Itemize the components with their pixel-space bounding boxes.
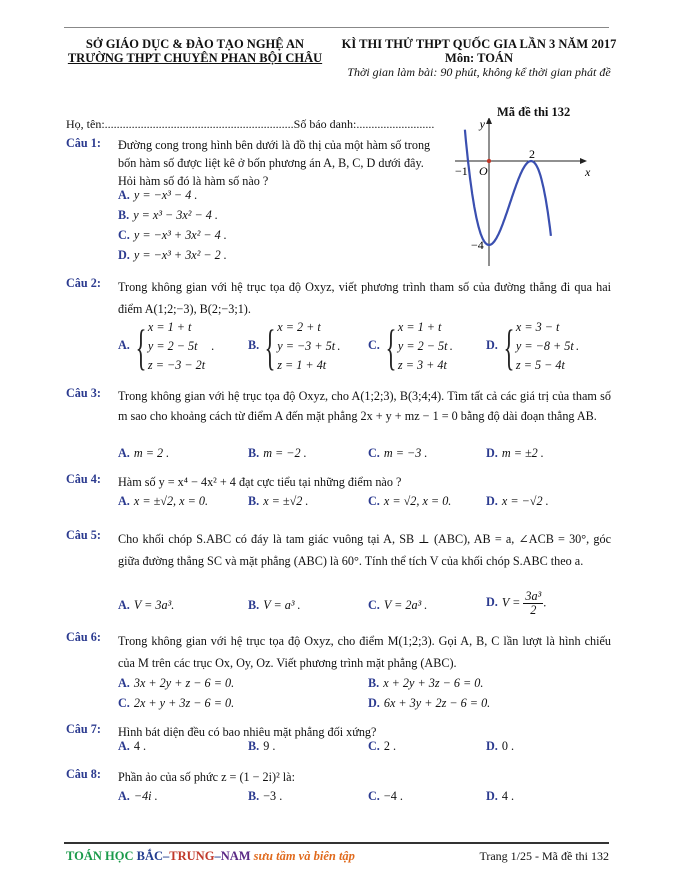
option-a[interactable]: A. { x = 1 + t y = 2 − 5t z = −3 − 2t . [118, 318, 215, 375]
header-right [334, 37, 624, 79]
tick-label-neg4: −4 [471, 238, 484, 252]
option-a[interactable]: A. 3x + 2y + z − 6 = 0. [118, 676, 235, 690]
exam-code: Mã đề thi 132 [497, 105, 571, 119]
option-c[interactable]: C. V = 2a³ . [368, 598, 428, 612]
option-d[interactable]: D. V = $\frac{\text{3a³}}{2}$ . [486, 589, 547, 617]
question-5 [66, 528, 611, 618]
y-axis-label: y [479, 118, 485, 131]
exam-title: KÌ THI THỬ THPT QUỐC GIA LẦN 3 NĂM 2017 [341, 37, 617, 51]
question-label: Câu 2: [66, 276, 101, 290]
option-d[interactable]: D. 0 . [486, 739, 515, 753]
option-c[interactable]: C. m = −3 . [368, 446, 428, 460]
option-b[interactable]: B. x = ±√2 . [248, 494, 309, 508]
question-text: Trong không gian với hệ trục tọa độ Oxyz, viết phương trình tham số của đường thẳng đi qua hai điểm A(1;2;−3), B(2;−3;1). [118, 280, 611, 316]
option-c[interactable]: C. 2x + y + 3z − 6 = 0. [118, 696, 235, 710]
question-label: Câu 3: [66, 386, 101, 400]
option-d[interactable]: D. y = −x³ + 3x² − 2 . [118, 248, 227, 262]
option-c[interactable]: C. 2 . [368, 739, 397, 753]
option-d[interactable]: D. 4 . [486, 789, 515, 803]
question-2 [66, 276, 611, 375]
option-b[interactable]: B. V = a³ . [248, 598, 301, 612]
option-d[interactable]: D. { x = 3 − t y = −8 + 5t z = 5 − 4t . [486, 318, 579, 375]
option-d[interactable]: D. 6x + 3y + 2z − 6 = 0. [368, 696, 491, 710]
option-b[interactable]: B. 9 . [248, 739, 276, 753]
question-text: Cho khối chóp S.ABC có đáy là tam giác vuông tại A, SB ⊥ (ABC), AB = a, ∠ACB = 30°, góc giữa đường thẳng SC và mặt phẳng (ABC) là 60°. Tính thể tích V của khối chóp S.ABC theo a. [118, 532, 611, 568]
candidate-info-line: Họ, tên:...............................................................Số báo danh:.......................... [66, 117, 435, 131]
option-c[interactable]: C. { x = 1 + t y = 2 − 5t z = 3 + 4t . [368, 318, 453, 375]
tick-label-2: 2 [529, 147, 535, 161]
school-name: TRƯỜNG THPT CHUYÊN PHAN BỘI CHÂU [67, 51, 323, 65]
question-text: Phần ảo của số phức z = (1 − 2i)² là: [118, 770, 295, 784]
question-text: Đường cong trong hình bên dưới là đồ thị của một hàm số trong bốn hàm số được liệt kê ở bốn phương án A, B, C, D dưới đây. Hỏi hàm số đó là hàm số nào ? [118, 138, 431, 188]
department-name: SỞ GIÁO DỤC & ĐÀO TẠO NGHỆ AN [85, 37, 305, 51]
option-b[interactable]: B. y = x³ − 3x² − 4 . [118, 208, 218, 222]
option-c[interactable]: C. x = √2, x = 0. [368, 494, 452, 508]
footer-rule [64, 842, 609, 844]
origin-label: O [479, 164, 488, 178]
question-1 [66, 136, 611, 266]
option-a[interactable]: A. −4i . [118, 789, 158, 803]
question-4 [66, 472, 611, 517]
question-6 [66, 630, 611, 715]
question-label: Câu 6: [66, 630, 101, 644]
question-3 [66, 386, 611, 466]
option-a[interactable]: A. 4 . [118, 739, 147, 753]
option-d[interactable]: D. x = −√2 . [486, 494, 549, 508]
page-info: Trang 1/25 - Mã đề thi 132 [479, 849, 609, 863]
question-text: Hàm số y = x⁴ − 4x² + 4 đạt cực tiểu tại những điểm nào ? [118, 475, 402, 489]
tick-label-neg1: −1 [455, 164, 468, 178]
top-rule [64, 27, 609, 28]
footer-brand: TOÁN HỌC BẮC–TRUNG–NAM sưu tầm và biên tập [66, 849, 355, 863]
question-label: Câu 5: [66, 528, 101, 542]
x-axis-label: x [585, 165, 591, 179]
option-d[interactable]: D. m = ±2 . [486, 446, 544, 460]
option-a[interactable]: A. V = 3a³. [118, 598, 175, 612]
option-a[interactable]: A. m = 2 . [118, 446, 170, 460]
question-label: Câu 4: [66, 472, 101, 486]
question-text: Trong không gian với hệ trục tọa độ Oxyz, cho điểm M(1;2;3). Gọi A, B, C lần lượt là hình chiếu của M trên các trục Ox, Oy, Oz. Viết phương trình mặt phẳng (ABC). [118, 634, 611, 670]
time-info: Thời gian làm bài: 90 phút, không kể thời gian phát đề [347, 65, 611, 79]
option-c[interactable]: C. y = −x³ + 3x² − 4 . [118, 228, 227, 242]
option-b[interactable]: B. { x = 2 + t y = −3 + 5t z = 1 + 4t . [248, 318, 341, 375]
option-b[interactable]: B. m = −2 . [248, 446, 307, 460]
option-b[interactable]: B. x + 2y + 3z − 6 = 0. [368, 676, 484, 690]
question-8 [66, 767, 611, 812]
subject: Môn: TOÁN [445, 51, 513, 65]
option-c[interactable]: C. −4 . [368, 789, 403, 803]
question-text: Trong không gian với hệ trục tọa độ Oxyz, cho A(1;2;3), B(3;4;4). Tìm tất cả các giá trị của tham số m sao cho khoảng cách từ điểm A đến mặt phẳng 2x + y + mz − 1 = 0 bằng độ dài đoạn thẳng AB. [118, 389, 611, 423]
option-b[interactable]: B. −3 . [248, 789, 283, 803]
question-label: Câu 1: [66, 136, 101, 150]
question-7 [66, 722, 611, 762]
question-text: Hình bát diện đều có bao nhiêu mặt phẳng đối xứng? [118, 725, 377, 739]
header-left [66, 37, 324, 65]
y-axis-arrow [486, 118, 492, 124]
question-label: Câu 7: [66, 722, 101, 736]
question-label: Câu 8: [66, 767, 101, 781]
option-a[interactable]: A. x = ±√2, x = 0. [118, 494, 209, 508]
option-a[interactable]: A. y = −x³ − 4 . [118, 188, 198, 202]
